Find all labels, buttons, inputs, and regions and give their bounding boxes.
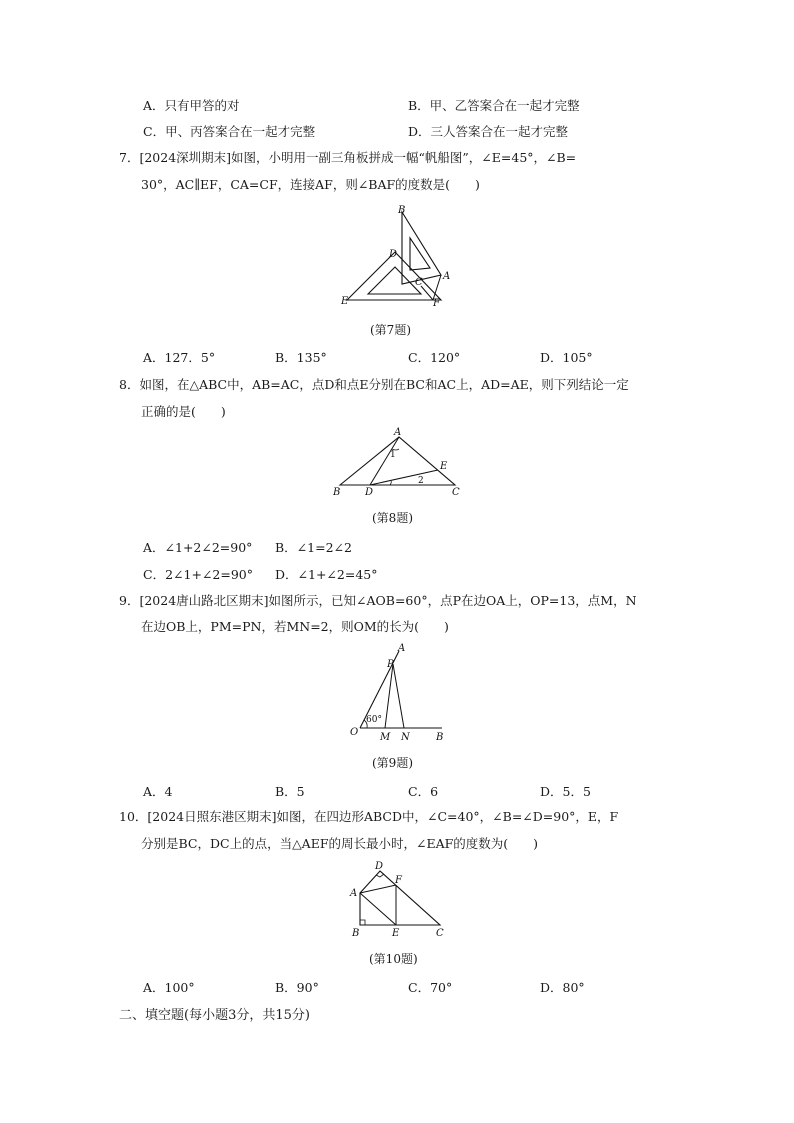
- q9-label-m: M: [380, 732, 391, 743]
- q8-caption: (第8题): [372, 511, 413, 525]
- q9-option-c: C．6: [408, 784, 439, 799]
- q7-label-a: A: [443, 271, 451, 282]
- q10-label-b: B: [352, 928, 360, 939]
- q10-text-line2: 分别是BC，DC上的点，当△AEF的周长最小时，∠EAF的度数为( ): [141, 836, 539, 851]
- q8-label-a: A: [394, 427, 402, 438]
- q9-option-d: D．5．5: [540, 784, 591, 799]
- q9-segment-pm: [385, 664, 393, 728]
- q8-text-line1: 8．如图，在△ABC中，AB=AC，点D和点E分别在BC和AC上，AD=AE，则下列结论一定: [119, 377, 629, 392]
- q9-option-b: B．5: [275, 784, 305, 799]
- q6-option-d: D．三人答案合在一起才完整: [408, 124, 569, 139]
- q6-option-c: C．甲、丙答案合在一起才完整: [143, 124, 316, 139]
- q7-option-b: B．135°: [275, 350, 327, 365]
- q10-caption: (第10题): [369, 952, 418, 966]
- q8-label-1: 1: [390, 450, 396, 460]
- q6-option-a: A．只有甲答的对: [143, 98, 240, 113]
- q9-label-angle: 60°: [366, 715, 382, 725]
- q10-label-f: F: [395, 875, 402, 886]
- q7-option-a: A．127．5°: [143, 350, 216, 365]
- section-heading-fill-in: 二、填空题(每小题3分，共15分): [119, 1008, 310, 1023]
- q10-label-e: E: [392, 928, 400, 939]
- q8-label-c: C: [452, 487, 460, 498]
- q7-caption: (第7题): [370, 323, 411, 337]
- q7-figure: [335, 200, 465, 312]
- q10-label-d: D: [375, 861, 384, 872]
- q7-text-line2: 30°，AC∥EF，CA=CF，连接AF，则∠BAF的度数是( ): [141, 177, 480, 192]
- q7-label-c: C: [415, 277, 423, 288]
- q9-label-p: P: [387, 659, 394, 670]
- q10-option-c: C．70°: [408, 980, 453, 995]
- q9-label-a: A: [398, 643, 406, 654]
- q8-label-e: E: [440, 461, 448, 472]
- q7-segment-cf: [421, 286, 433, 300]
- q8-segment-ad: [370, 437, 399, 485]
- q8-label-2: 2: [418, 476, 424, 486]
- q10-segment-af: [360, 885, 396, 893]
- q10-label-c: C: [436, 928, 444, 939]
- q10-option-d: D．80°: [540, 980, 585, 995]
- q7-option-d: D．105°: [540, 350, 593, 365]
- q8-option-b: B．∠1=2∠2: [275, 540, 352, 555]
- q7-triangle-30: [402, 212, 441, 284]
- q7-label-b: B: [398, 205, 406, 216]
- q7-text-line1: 7．[2024深圳期末]如图，小明用一副三角板拼成一幅“帆船图”，∠E=45°，∠B=: [119, 150, 577, 165]
- q8-triangle-abc: [340, 437, 455, 485]
- q10-label-a: A: [350, 888, 358, 899]
- q8-text-line2: 正确的是( ): [141, 404, 226, 419]
- q8-label-b: B: [333, 487, 341, 498]
- q10-figure: [340, 858, 450, 943]
- q9-segment-pn: [393, 664, 404, 728]
- q8-option-d: D．∠1+∠2=45°: [275, 567, 378, 582]
- q9-text-line2: 在边OB上，PM=PN，若MN=2，则OM的长为( ): [141, 619, 449, 634]
- q8-option-a: A．∠1+2∠2=90°: [143, 540, 253, 555]
- q9-label-b: B: [436, 732, 444, 743]
- q7-label-d: D: [389, 249, 398, 260]
- q7-label-f: F: [433, 298, 440, 309]
- q8-segment-de: [370, 470, 438, 485]
- q9-figure: [345, 643, 450, 743]
- q6-option-b: B．甲、乙答案合在一起才完整: [408, 98, 580, 113]
- q10-option-b: B．90°: [275, 980, 319, 995]
- q10-option-a: A．100°: [143, 980, 195, 995]
- q7-triangle-30-inner: [410, 238, 430, 270]
- q8-option-c: C．2∠1+∠2=90°: [143, 567, 253, 582]
- q7-label-e: E: [341, 296, 349, 307]
- q7-option-c: C．120°: [408, 350, 461, 365]
- q8-angle-2-arc: [390, 481, 391, 485]
- q9-caption: (第9题): [372, 756, 413, 770]
- q10-text-line1: 10．[2024日照东港区期末]如图，在四边形ABCD中，∠C=40°，∠B=∠D=90°，E，F: [119, 809, 619, 824]
- q9-label-o: O: [350, 727, 359, 738]
- q9-option-a: A．4: [143, 784, 173, 799]
- q8-figure: [330, 425, 465, 500]
- q10-right-angle-b: [360, 920, 365, 925]
- q8-label-d: D: [365, 487, 374, 498]
- q9-text-line1: 9．[2024唐山路北区期末]如图所示，已知∠AOB=60°，点P在边OA上，OP=13，点M，N: [119, 593, 637, 608]
- q9-label-n: N: [401, 732, 410, 743]
